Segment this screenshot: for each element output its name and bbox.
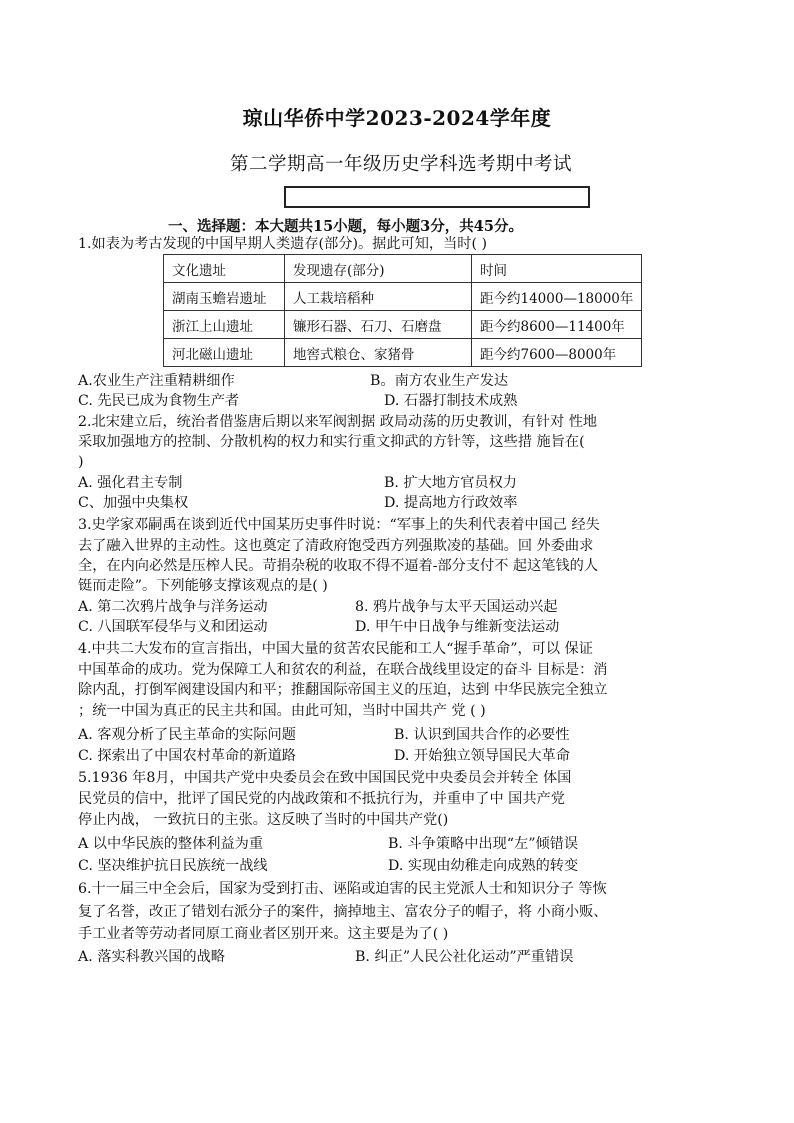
option-a: A. 客观分析了民主革命的实际问题 bbox=[78, 727, 296, 743]
option-b: B. 认识到国共合作的必要性 bbox=[394, 727, 570, 743]
table-cell: 距今约8600—11400年 bbox=[472, 311, 642, 339]
table-cell: 浙江上山遗址 bbox=[164, 311, 285, 339]
question-5-stem: 民党员的信中，批评了国民党的内战政策和不抵抗行为，并重申了中 国共产党 bbox=[78, 791, 565, 807]
question-1-stem: 1.如表为考古发现的中国早期人类遗存(部分)。据此可知，当时( ) bbox=[78, 236, 488, 252]
question-3-stem: 去了融入世界的主动性。这也奠定了清政府饱受西方列强欺凌的基础。回 外委曲求 bbox=[78, 538, 594, 554]
option-c: C. 先民已成为食物生产者 bbox=[78, 393, 240, 409]
question-6-stem: 复了名誉，改正了错划右派分子的案件，摘掉地主、富农分子的帽子，将 小商小贩、 bbox=[78, 904, 608, 920]
question-4-stem: ；统一中国为真正的民主共和国。由此可知，当时中国共产 党 ( ) bbox=[78, 703, 486, 719]
table-cell: 河北磁山遗址 bbox=[164, 339, 285, 367]
option-b: B. 扩大地方官员权力 bbox=[384, 475, 517, 491]
table-header-row bbox=[164, 255, 642, 283]
option-d: D. 石器打制技术成熟 bbox=[384, 393, 518, 409]
option-c: C. 八国联军侵华与义和团运动 bbox=[78, 619, 268, 635]
question-2-stem: 2.北宋建立后，统治者借鉴唐后期以来军阀割据 政局动荡的历史教训，有针对 性地 bbox=[78, 414, 598, 430]
option-d: D. 实现由幼稚走向成熟的转变 bbox=[388, 858, 579, 874]
name-box bbox=[284, 186, 590, 208]
question-4-stem: 4.中共二大发布的宣言指出，中国大量的贫苦农民能和工人“握手革命”，可以 保证 bbox=[78, 641, 593, 657]
option-a: A. 落实科教兴国的战略 bbox=[78, 949, 225, 965]
option-d: D. 开始独立领导国民大革命 bbox=[394, 748, 570, 764]
question-2-stem: 采取加强地方的控制、分散机构的权力和实行重文抑武的方针等，这些措 施旨在( bbox=[78, 434, 585, 450]
table-row bbox=[164, 311, 642, 339]
table-header-cell: 文化遗址 bbox=[164, 255, 285, 283]
question-3-stem: 3.史学家邓嗣禹在谈到近代中国某历史事件时说：“军事上的失利代表着中国己 经失 bbox=[78, 517, 600, 533]
option-b: B. 纠正”人民公社化运动”严重错误 bbox=[355, 949, 574, 965]
table-cell: 距今约14000—18000年 bbox=[472, 283, 642, 311]
table-header-cell: 发现遗存(部分) bbox=[285, 255, 472, 283]
option-a: A. 强化君主专制 bbox=[78, 475, 183, 491]
option-a: A.农业生产注重精耕细作 bbox=[78, 373, 235, 389]
table-cell: 地窖式粮仓、家猪骨 bbox=[285, 339, 472, 367]
question-4-stem: 除内乱，打倒军阀建设国内和平；推翻国际帝国主义的压迫，达到 中华民族完全独立 bbox=[78, 682, 608, 698]
option-b: 8. 鸦片战争与太平天国运动兴起 bbox=[355, 599, 558, 615]
option-b: B. 斗争策略中出现“左”倾错误 bbox=[388, 836, 579, 852]
table-cell: 湖南玉蟾岩遗址 bbox=[164, 283, 285, 311]
table-header-cell: 时间 bbox=[472, 255, 642, 283]
relics-table bbox=[163, 254, 642, 367]
question-4-stem: 中国革命的成功。党为保障工人和贫农的利益，在联合战线里设定的奋斗 目标是：消 bbox=[78, 662, 608, 678]
question-5-stem: 5.1936 年8月，中国共产党中央委员会在致中国国民党中央委员会并转全 体国 bbox=[78, 770, 572, 786]
question-6-stem: 6.十一届三中全会后，国家为受到打击、诬陷或迫害的民主党派人士和知识分子 等恢 bbox=[78, 881, 607, 897]
section-heading: 一、选择题：本大题共15小题，每小题3分，共45分。 bbox=[168, 218, 523, 235]
table-row bbox=[164, 283, 642, 311]
question-5-stem: 停止内战， 一致抗日的主张。这反映了当时的中国共产党() bbox=[78, 812, 449, 828]
option-d: D. 甲午中日战争与维新变法运动 bbox=[355, 619, 560, 635]
table-cell: 距今约7600—8000年 bbox=[472, 339, 642, 367]
table-cell: 人工栽培稻种 bbox=[285, 283, 472, 311]
question-2-stem: ) bbox=[78, 454, 84, 470]
question-6-stem: 手工业者等劳动者同原工商业者区别开来。这主要是为了( ) bbox=[78, 926, 449, 942]
option-c: C、加强中央集权 bbox=[78, 495, 189, 511]
option-d: D. 提高地方行政效率 bbox=[384, 495, 518, 511]
option-c: C. 探索出了中国农村革命的新道路 bbox=[78, 748, 296, 764]
option-a: A 以中华民族的整体利益为重 bbox=[78, 836, 264, 852]
exam-subtitle: 第二学期高一年级历史学科选考期中考试 bbox=[230, 154, 573, 175]
option-b: B。南方农业生产发达 bbox=[370, 373, 509, 389]
option-a: A. 第二次鸦片战争与洋务运动 bbox=[78, 599, 268, 615]
exam-title: 琼山华侨中学2023-2024学年度 bbox=[242, 106, 552, 130]
table-row bbox=[164, 339, 642, 367]
option-c: C. 坚决维护抗日民族统一战线 bbox=[78, 858, 268, 874]
question-3-stem: 全，在内向必然是压榨人民。苛捐杂税的收取不得不逼着-部分支付不 起这笔钱的人 bbox=[78, 558, 599, 574]
question-3-stem: 铤而走险”。下列能够支撑该观点的是( ) bbox=[78, 578, 328, 594]
table-cell: 镰形石器、石刀、石磨盘 bbox=[285, 311, 472, 339]
